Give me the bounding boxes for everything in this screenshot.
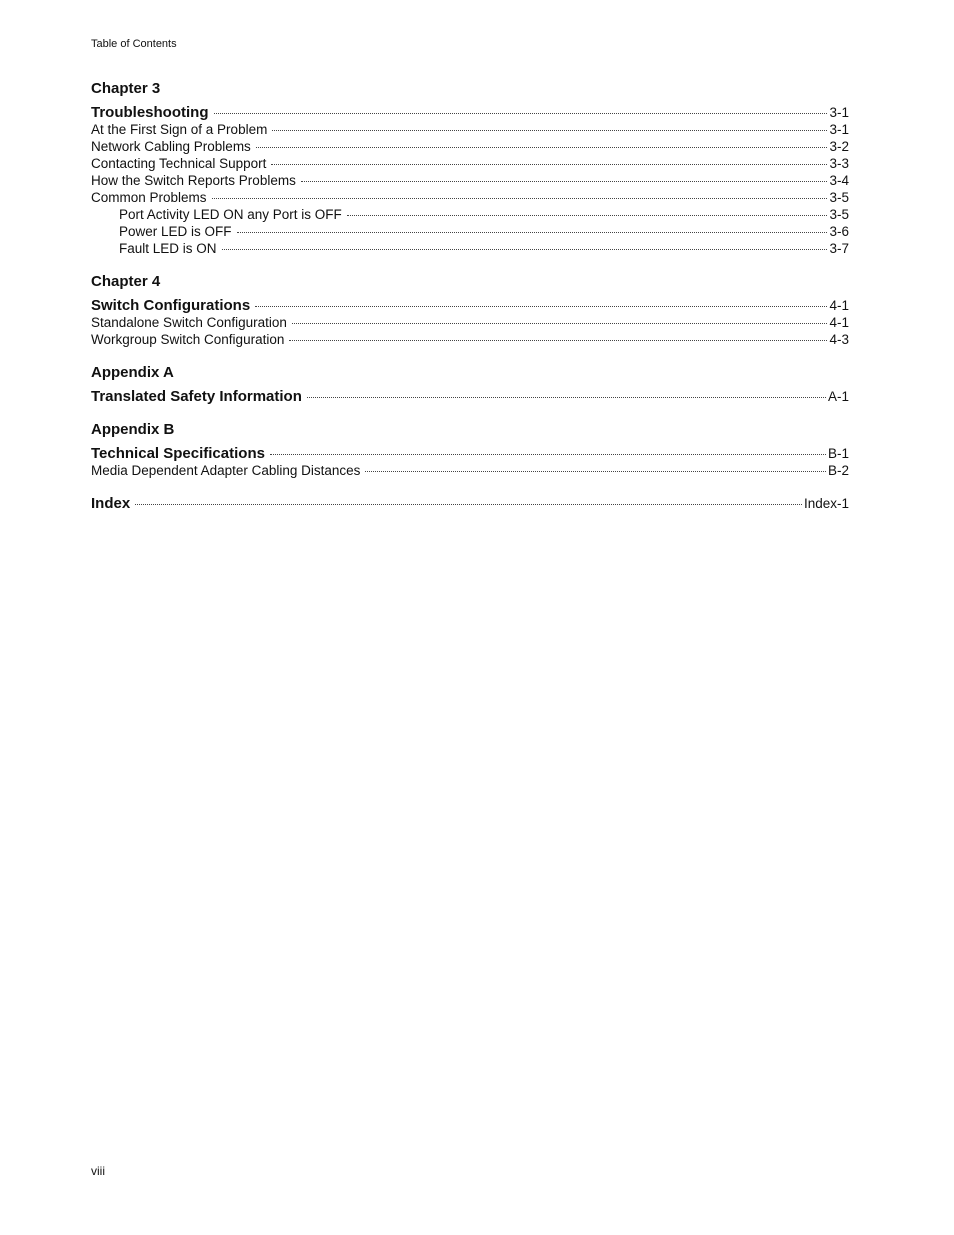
dot-leader xyxy=(255,302,827,307)
toc-entry[interactable] xyxy=(91,138,849,155)
toc-entry-title: Port Activity LED ON any Port is OFF xyxy=(119,207,342,222)
toc-entry-title: At the First Sign of a Problem xyxy=(91,122,268,137)
toc-entry[interactable] xyxy=(91,206,849,223)
toc-entry-page: A-1 xyxy=(827,389,849,404)
section-heading: Chapter 3 xyxy=(91,80,161,97)
section-heading: Appendix A xyxy=(91,364,174,381)
toc-section xyxy=(91,421,849,479)
dot-leader xyxy=(301,177,828,182)
section-heading: Chapter 4 xyxy=(91,273,161,290)
toc-entry[interactable] xyxy=(91,121,849,138)
toc-entry-title: Common Problems xyxy=(91,190,207,205)
dot-leader xyxy=(256,143,828,148)
toc-entry-page: 4-1 xyxy=(829,315,849,330)
dot-leader xyxy=(237,228,828,233)
toc-entry-title: Index xyxy=(91,495,131,512)
toc-entry-title: Switch Configurations xyxy=(91,297,251,314)
running-header: Table of Contents xyxy=(91,38,177,50)
dot-leader xyxy=(214,109,828,114)
toc-entry[interactable] xyxy=(91,240,849,257)
dot-leader xyxy=(307,393,826,398)
toc-entry[interactable] xyxy=(91,189,849,206)
toc-entry[interactable] xyxy=(91,462,849,479)
toc-entry-title: Fault LED is ON xyxy=(119,241,217,256)
toc-entry[interactable] xyxy=(91,314,849,331)
dot-leader xyxy=(270,450,826,455)
toc-entry-page: B-1 xyxy=(827,446,849,461)
toc-entry-page: B-2 xyxy=(827,463,849,478)
toc-section xyxy=(91,273,849,348)
toc-section xyxy=(91,495,849,512)
toc-entry-page: 3-5 xyxy=(829,207,849,222)
toc-entry[interactable] xyxy=(91,445,849,462)
page-number: viii xyxy=(91,1164,105,1178)
toc-entry[interactable] xyxy=(91,495,849,512)
toc-entry-title: Translated Safety Information xyxy=(91,388,302,405)
toc-entry-page: 3-1 xyxy=(829,105,849,120)
toc-entry-page: Index-1 xyxy=(803,496,849,511)
toc-entry-title: Workgroup Switch Configuration xyxy=(91,332,285,347)
toc-entry[interactable] xyxy=(91,297,849,314)
toc-entry-page: 3-3 xyxy=(829,156,849,171)
toc-entry-page: 3-5 xyxy=(829,190,849,205)
toc-entry-page: 4-3 xyxy=(829,332,849,347)
toc-entry-title: Troubleshooting xyxy=(91,104,209,121)
dot-leader xyxy=(135,500,802,505)
dot-leader xyxy=(212,194,828,199)
dot-leader xyxy=(347,211,828,216)
dot-leader xyxy=(222,245,828,250)
toc-entry-title: Contacting Technical Support xyxy=(91,156,267,171)
toc-entry-page: 4-1 xyxy=(829,298,849,313)
toc-entry[interactable] xyxy=(91,172,849,189)
dot-leader xyxy=(289,336,827,341)
toc-entry-title: Standalone Switch Configuration xyxy=(91,315,287,330)
toc-entry-title: Technical Specifications xyxy=(91,445,265,462)
table-of-contents xyxy=(91,80,849,528)
toc-entry[interactable] xyxy=(91,388,849,405)
toc-entry-title: Network Cabling Problems xyxy=(91,139,251,154)
dot-leader xyxy=(272,126,827,131)
toc-entry[interactable] xyxy=(91,331,849,348)
dot-leader xyxy=(271,160,827,165)
toc-entry-title: How the Switch Reports Problems xyxy=(91,173,296,188)
toc-entry-page: 3-2 xyxy=(829,139,849,154)
toc-entry-title: Media Dependent Adapter Cabling Distances xyxy=(91,463,361,478)
toc-entry-page: 3-6 xyxy=(829,224,849,239)
dot-leader xyxy=(292,319,828,324)
dot-leader xyxy=(365,467,826,472)
toc-entry-page: 3-1 xyxy=(829,122,849,137)
toc-entry-page: 3-4 xyxy=(829,173,849,188)
toc-entry[interactable] xyxy=(91,104,849,121)
toc-entry-title: Power LED is OFF xyxy=(119,224,232,239)
section-heading: Appendix B xyxy=(91,421,175,438)
toc-entry[interactable] xyxy=(91,155,849,172)
toc-entry[interactable] xyxy=(91,223,849,240)
toc-section xyxy=(91,364,849,405)
toc-entry-page: 3-7 xyxy=(829,241,849,256)
toc-section xyxy=(91,80,849,257)
